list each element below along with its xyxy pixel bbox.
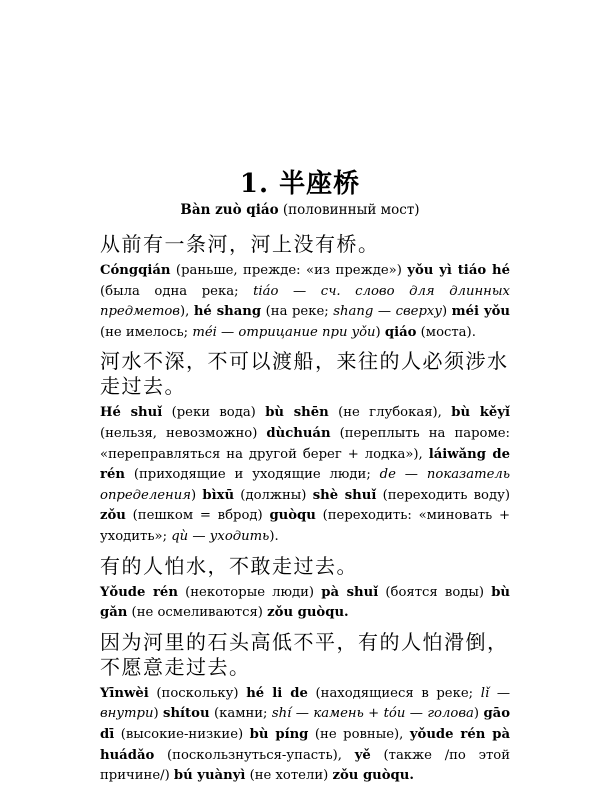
translation-text: ), — [179, 304, 194, 320]
grammar-note: méi — отрицание при yǒu — [192, 324, 376, 340]
gloss-text — [100, 403, 510, 547]
gloss-text — [100, 261, 510, 343]
subtitle-pinyin: Bàn zuò qiáo — [180, 202, 279, 218]
translation-text: (моста). — [416, 324, 476, 340]
paragraph-block — [100, 554, 510, 624]
pinyin-term: bú yuànyì — [173, 768, 246, 784]
grammar-note: tiáo — сч. слово для длинных предметов — [100, 283, 510, 320]
chapter-title: 1. 半座桥 — [239, 169, 361, 199]
translation-text: (поскользнуться-упасть), — [154, 747, 355, 763]
translation-text: ) — [153, 706, 164, 722]
grammar-note: lǐ — внутри — [100, 685, 511, 722]
pinyin-term: bìxū — [202, 487, 235, 503]
grammar-note: de — показатель определения — [100, 467, 510, 503]
translation-text: (пешком = вброд) — [125, 508, 270, 524]
chinese-sentence: 河水不深，不可以渡船，来往的人必须涉水走过去。 — [100, 349, 509, 399]
subtitle-gloss: (половинный мост) — [278, 202, 420, 218]
pinyin-term: Yǒude rén — [100, 584, 178, 600]
chinese-sentence: 因为河里的石头高低不平，有的人怕滑倒，不愿意走过去。 — [100, 629, 509, 679]
translation-text: (также /по этой причине/) — [100, 747, 510, 784]
gloss-text — [100, 684, 510, 787]
paragraph-block — [100, 349, 510, 547]
translation-text: (раньше, прежде: «из прежде») — [170, 263, 408, 278]
pinyin-term: bù píng — [249, 726, 309, 742]
translation-text: (нельзя, невозможно) — [100, 425, 267, 441]
pinyin-term: hé li de — [246, 685, 308, 701]
translation-text: (высокие-низкие) — [114, 726, 250, 742]
pinyin-term: yǒu yì tiáo hé — [407, 263, 510, 278]
paragraph-block — [100, 630, 510, 787]
lesson-body — [100, 232, 510, 793]
grammar-note: shí — камень + tóu — голова — [271, 706, 474, 722]
translation-text: ) — [473, 706, 484, 722]
chapter-subtitle — [0, 204, 600, 218]
translation-text: (переплыть на пароме: «переправляться на другой берег + лодка»), — [100, 425, 510, 462]
pinyin-term: zǒu guòqu. — [267, 605, 349, 621]
translation-text: (некоторые люди) — [177, 584, 322, 600]
translation-text: (не имелось; — [100, 324, 193, 340]
translation-text: ). — [269, 528, 279, 544]
pinyin-term: bù kěyǐ — [451, 405, 510, 421]
pinyin-term: bù gǎn — [100, 584, 511, 621]
translation-text: (приходящие и уходящие люди; — [124, 467, 380, 483]
pinyin-term: hé shang — [193, 304, 262, 320]
grammar-note: qù — уходить — [171, 528, 270, 544]
pinyin-term: Yīnwèi — [100, 685, 149, 701]
pinyin-term: pà shuǐ — [321, 584, 379, 600]
gloss-text — [100, 583, 510, 624]
translation-text: (переходить: «миновать + уходить»; — [100, 508, 510, 544]
grammar-note: shang — сверху — [333, 304, 442, 320]
translation-text: (боятся воды) — [378, 584, 492, 600]
chinese-sentence: 从前有一条河，河上没有桥。 — [100, 232, 380, 256]
translation-text: (не ровные), — [308, 726, 410, 742]
translation-text: ) — [190, 487, 203, 503]
translation-text: (переходить воду) — [376, 487, 511, 503]
pinyin-term: zǒu — [100, 508, 126, 524]
translation-text: (была одна река; — [100, 283, 254, 299]
translation-text: (не осмеливаются) — [127, 605, 268, 621]
pinyin-term: shè shuǐ — [312, 487, 377, 503]
translation-text: (поскольку) — [148, 685, 247, 701]
pinyin-term: láiwǎng de rén — [100, 446, 510, 483]
pinyin-term: yě — [354, 747, 371, 763]
translation-text: ) — [375, 324, 385, 340]
pinyin-term: gāo dī — [100, 706, 511, 742]
pinyin-term: yǒude rén pà huádǎo — [100, 726, 510, 763]
pinyin-term: qiáo — [384, 324, 417, 340]
pinyin-term: Cóngqián — [100, 263, 171, 278]
pinyin-term: dùchuán — [266, 425, 331, 441]
translation-text: (камни; — [209, 706, 272, 722]
translation-text: ) — [441, 304, 452, 320]
pinyin-term: guòqu — [269, 508, 316, 524]
pinyin-term: zǒu guòqu. — [332, 768, 414, 784]
paragraph-block — [100, 232, 510, 343]
pinyin-term: méi yǒu — [451, 304, 511, 320]
pinyin-term: Hé shuǐ — [100, 405, 163, 421]
translation-text: (на реке; — [261, 304, 334, 320]
translation-text: (должны) — [234, 487, 313, 503]
translation-text: (не глубокая), — [328, 405, 452, 421]
pinyin-term: bù shēn — [265, 405, 329, 421]
pinyin-term: shítou — [163, 706, 210, 722]
translation-text: (реки вода) — [162, 405, 266, 421]
translation-text: (не хотели) — [245, 768, 333, 784]
chinese-sentence: 有的人怕水，不敢走过去。 — [100, 553, 358, 578]
translation-text: (находящиеся в реке; — [307, 685, 481, 701]
